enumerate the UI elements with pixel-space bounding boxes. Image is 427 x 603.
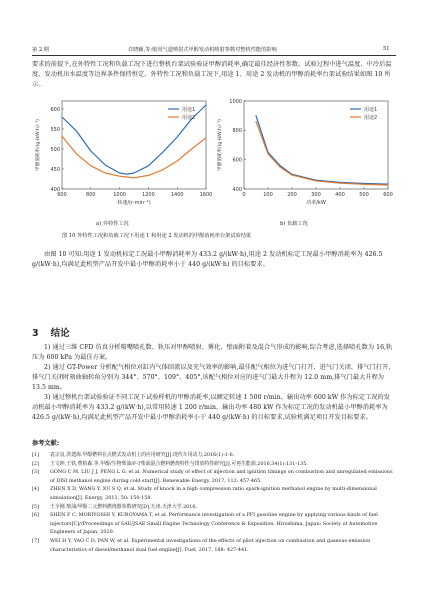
- chart-a-svg: [32, 95, 214, 213]
- reference-number: [6]: [32, 512, 39, 519]
- section-title: 结论: [50, 328, 70, 339]
- x-tick-label: 600: [383, 192, 393, 198]
- figure-caption: 图 10 外特性工况和负载工况下用途 1 和用途 2 发动机的甲醇消耗率台架试验结果: [62, 233, 252, 239]
- conclusions: [32, 343, 396, 423]
- y-tick-label: 500: [50, 146, 60, 153]
- y-tick-label: 400: [50, 186, 60, 193]
- reference-item: [32, 468, 396, 485]
- chart-b: [214, 95, 396, 213]
- reference-list: [32, 451, 396, 554]
- reference-number: [2]: [32, 460, 39, 467]
- reference-text: 袁宗良,洪建海.甲醇燃料在点燃式发动机上的应用研究[J].现代车用动力,2016(1):1-6.: [50, 452, 235, 458]
- reference-text: WEI H Y, YAO C D, PAN W, et al. Experimental investigations of the effects of pilot injection on combustion and gaseous emission characteristics of diesel/methanol dual fuel engine[J]. Fuel, 2017, 188: 427-441.: [50, 537, 371, 553]
- conclusion-item: 2) 通过 GT-Power 分析配气相位对缸内气体回流以及充气效率的影响,最佳配气相位为进气门打开、进气门关闭、排气门打开、排气门关闭时刻曲轴转角分别为 344°、570°、109°、405°,该配气相位对应的进气门最大升程为 12.0 mm,排气门最大升程为 13.5 mm。: [32, 364, 395, 391]
- conclusion-item: 3) 通过整机台架试验验证不同工况下试验样机的甲醇消耗率,以额定转速 1 500 r/min、输出功率 600 kW 作为标定工况的发动机最小甲醇消耗率为 433.2 g/(kW·h),以常用转速 1 200 r/min、输出功率 480 kW 作为标定工况的发动机最小甲醇消耗率为 426.5 g/(kW·h),均满足此机型产品开发中最小甲醇消耗率小于 440 g/(kW·h) 的目标要求,试验机满足项目开发目标要求。: [32, 394, 391, 421]
- reference-number: [7]: [32, 537, 39, 544]
- references-heading: 参考文献:: [32, 440, 60, 447]
- reference-text: 王全刚.柴油/甲醇二元燃料燃烧器参数研究[D].天津:天津大学,2016.: [50, 503, 198, 510]
- chart-b-svg: [214, 95, 396, 213]
- y-tick-label: 600: [50, 106, 60, 113]
- x-tick-label: 600: [57, 192, 67, 198]
- x-tick-label: 300: [311, 192, 321, 198]
- y-tick-label: 550: [50, 126, 60, 133]
- reference-number: [5]: [32, 503, 39, 510]
- x-tick-label: 1000: [113, 192, 126, 198]
- analysis-text: 由图 10 可知:用途 1 发动机标定工况最小甲醇消耗率为 433.2 g/(kW·h),用途 2 发动机标定工况最小甲醇消耗率为 426.5 g/(kW·h),均满足此机型产品开发中最小甲醇消耗率小于 440 g/(kW·h) 的目标要求。: [32, 251, 383, 268]
- reference-item: [32, 503, 396, 512]
- x-tick-label: 800: [86, 192, 96, 198]
- reference-item: [32, 460, 396, 469]
- reference-item: [32, 451, 396, 460]
- x-tick-label: 500: [359, 192, 369, 198]
- series-line: [62, 136, 206, 178]
- reference-text: 王文坤,王铁,曹柏森,等.甲醇/生物柴油/F-T柴油混合燃料燃烧特性与排放特性研究[J].可再生能源,2016,34(1):131-135.: [50, 460, 308, 467]
- x-tick-label: 1600: [199, 192, 213, 198]
- x-tick-label: 200: [287, 192, 297, 198]
- y-axis-label: 甲醇消耗率/(g·(kW·h)⁻¹): [218, 119, 223, 171]
- intro-text: 要求的前提下,在外特性工况和负载工况下进行整机台架试验验证甲醇消耗率,确定最佳经济性参数。试验过程中进气温度、中冷后温度、发动机出水温度等边界条件保持恒定。外特性工况和负载工况下,用途 1、用途 2 发动机的甲醇消耗率台架试验结果如图 10 所示。: [32, 61, 392, 88]
- subcaption-b: b) 负载工况: [280, 221, 308, 227]
- y-tick-label: 1000: [229, 98, 242, 105]
- reference-item: [32, 511, 396, 537]
- intro-paragraph: [32, 60, 396, 90]
- reference-text: SHEN F C, MORIYOSHI Y, KUBOYAMA T, et al. Performance investigation of a PFI gasoline engine by applying various kinds of fuel injectors[C]//Proceedings of SAE/JSAE Small Engine Technology Conference & Exposition. Hiroshima, Japan: Society of Automotive Engineers of Japan, 2020.: [50, 512, 378, 536]
- x-axis-label: 功率/kW: [306, 200, 326, 206]
- issue-number: 第 2 期: [32, 47, 49, 53]
- legend-label: 用途1: [182, 106, 196, 113]
- y-tick-label: 400: [232, 186, 242, 193]
- y-axis-label: 甲醇消耗率/(g·(kW·h)⁻¹): [36, 119, 41, 171]
- section-heading: [32, 325, 82, 339]
- x-axis-label: 转速/(r·min⁻¹): [117, 200, 151, 206]
- running-title: 许晓颖,等:船用气道喷射式甲醇发动机喷射参数对整机性能的影响: [128, 47, 277, 53]
- x-tick-label: 100: [263, 192, 273, 198]
- series-line: [256, 116, 388, 184]
- x-tick-label: 1400: [170, 192, 184, 198]
- y-tick-label: 450: [50, 166, 60, 173]
- x-tick-label: 0: [242, 192, 246, 198]
- legend-label: 用途1: [364, 106, 378, 113]
- x-tick-label: 400: [335, 192, 345, 198]
- conclusion-item: 1) 通过三维 CFD 仿真分析喷嘴喷孔数、轨压对甲醇喷射、雾化、壁面附着及混合气形成的影响,综合考虑,选择喷孔数为 16,轨压为 600 kPa 为最佳方案。: [32, 344, 393, 361]
- header-rule: [32, 55, 396, 56]
- reference-text: GONG C M, LIU J J, PENG L G, et al. Numerical study of effect of injection and ignition timings on combustion and unregulated emissions of DISI methanol engine during cold start[J]. Renewable Energy, 2017, 112: 457-465.: [50, 469, 393, 484]
- reference-item: [32, 537, 396, 554]
- analysis-paragraph: [32, 250, 396, 270]
- legend-label: 用途2: [364, 114, 378, 121]
- reference-item: [32, 485, 396, 502]
- legend-label: 用途2: [182, 114, 196, 121]
- x-tick-label: 1200: [142, 192, 155, 198]
- page-number: 51: [383, 46, 390, 52]
- reference-number: [4]: [32, 486, 39, 493]
- reference-text: ZHEN X D, WANG Y, XU S Q, et al. Study of knock in a high compression ratio spark-ignition methanol engine by multi-dimensional simulation[J]. Energy, 2013, 50: 150-159.: [50, 486, 377, 501]
- y-tick-label: 600: [232, 157, 242, 164]
- section-number: 3: [32, 328, 39, 339]
- reference-number: [1]: [32, 452, 39, 458]
- series-line: [256, 122, 388, 186]
- subcaption-a: a) 外特性工况: [96, 221, 129, 227]
- y-tick-label: 800: [232, 128, 242, 135]
- reference-number: [3]: [32, 469, 39, 476]
- chart-a: [32, 95, 214, 213]
